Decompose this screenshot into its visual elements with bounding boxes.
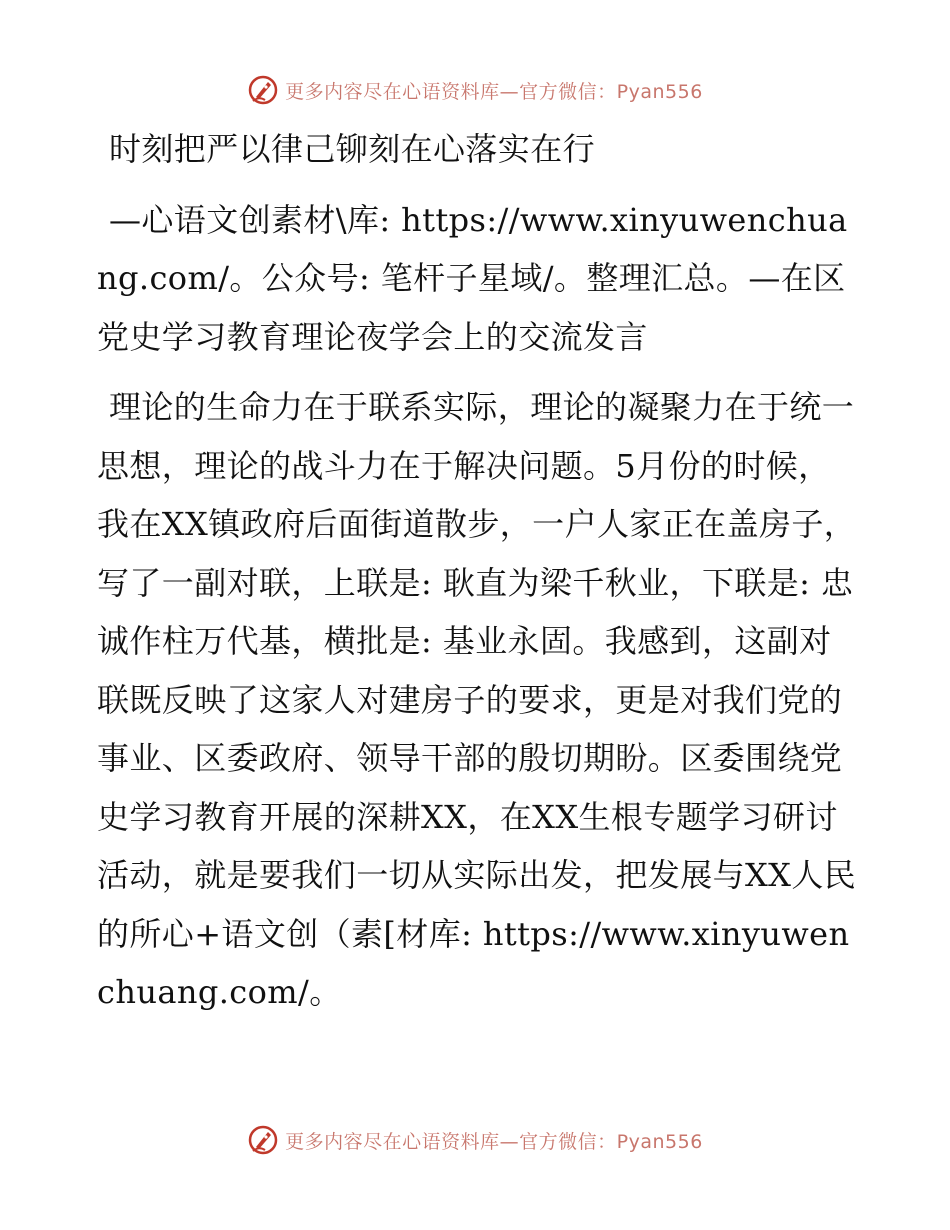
document-body (97, 120, 857, 1022)
header-watermark (0, 70, 950, 110)
pen-nib-logo-icon (247, 1124, 279, 1156)
watermark-text: 更多内容尽在心语资料库—官方微信：Pyan556 (285, 1130, 703, 1153)
source-line: —心语文创素材\库: https://www.xinyuwenchuang.com/。公众号: 笔杆子星域/。整理汇总。—在区党史学习教育理论夜学会上的交流发言 (97, 200, 848, 356)
body-paragraph: 理论的生命力在于联系实际，理论的凝聚力在于统一思想，理论的战斗力在于解决问题。5月份的时候，我在XX镇政府后面街道散步，一户人家正在盖房子，写了一副对联，上联是: 耿直为梁千秋业，下联是: 忠诚作柱万代基，横批是: 基业永固。我感到，这副对联既反映了这家人对建房子的要求，更是对我们党的事业、区委政府、领导干部的殷切期盼。区委围绕党史学习教育开展的深耕XX，在XX生根专题学习研讨活动，就是要我们一切从实际出发，把发展与XX人民的所心+语文创（素[材库: https://www.xinyuwenchuang.com/。 (97, 388, 857, 1011)
document-title: 时刻把严以律己铆刻在心落实在行 (109, 130, 596, 168)
watermark-text: 更多内容尽在心语资料库—官方微信：Pyan556 (285, 80, 703, 103)
footer-watermark (0, 1120, 950, 1160)
pen-nib-logo-icon (247, 74, 279, 106)
